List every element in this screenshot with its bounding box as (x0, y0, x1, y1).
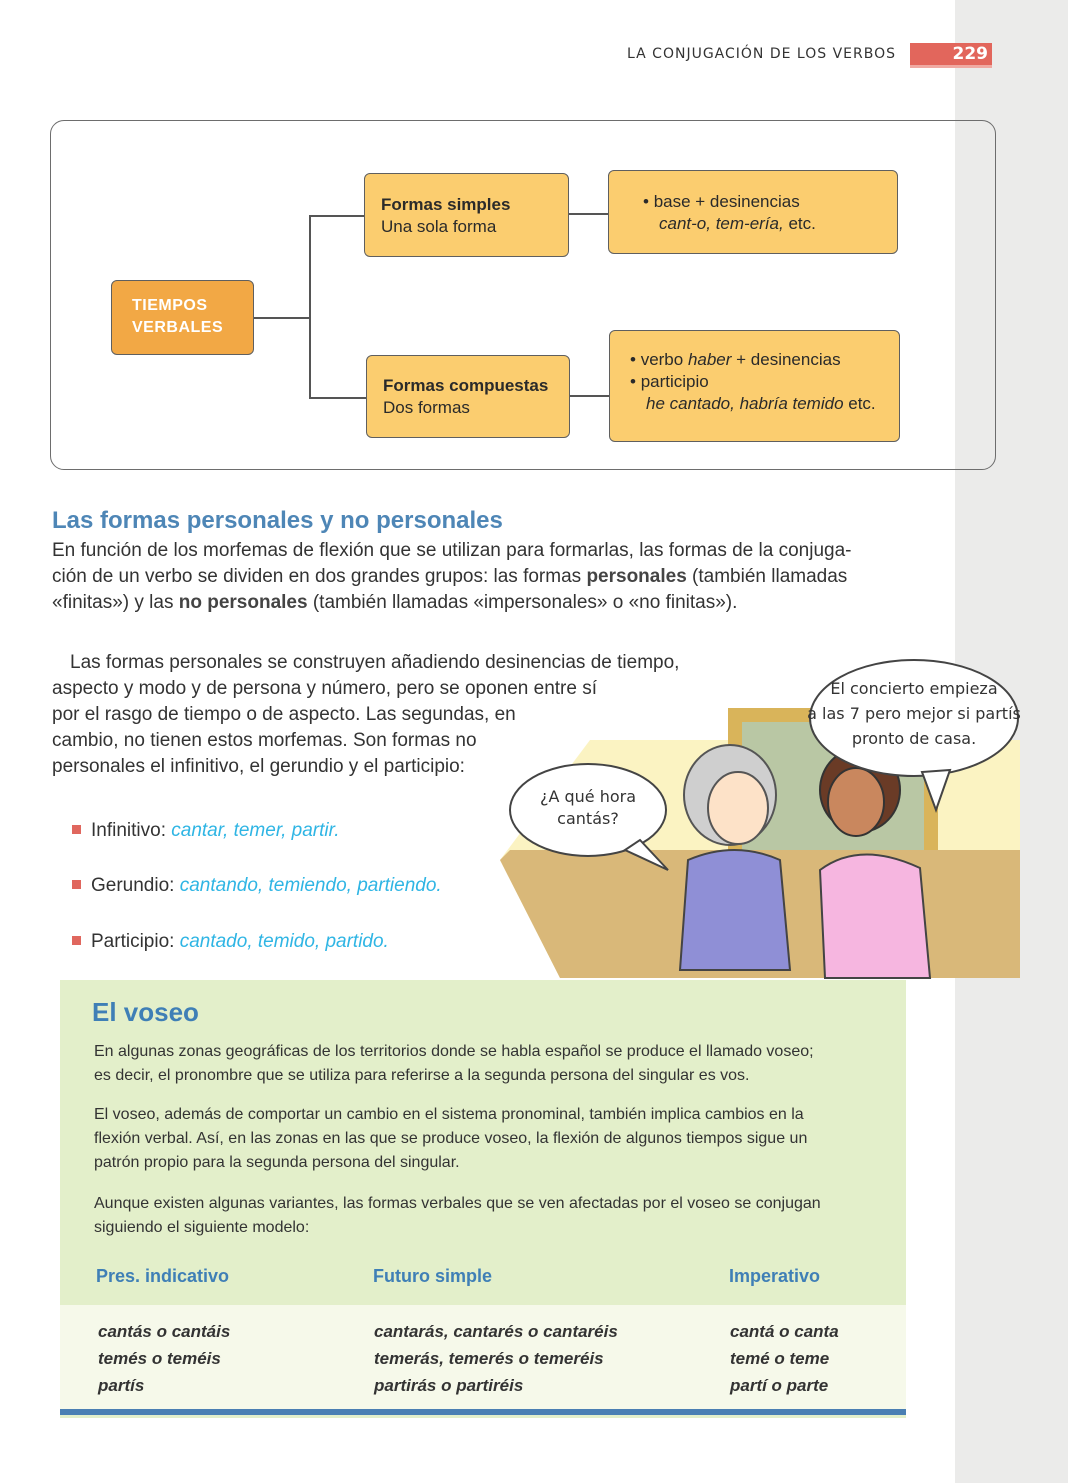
compound-detail-example: he cantado, habría temido (646, 394, 844, 413)
bubble-left-line-2: cantás? (557, 809, 619, 828)
compound-forms-title: Formas compuestas (383, 376, 549, 395)
bullet-label: Participio: (91, 931, 180, 952)
square-bullet-icon (72, 825, 81, 834)
bullet-dot: • (630, 372, 636, 391)
bubble-right-line-1: El concierto empieza (830, 679, 998, 698)
connector-root (254, 317, 310, 319)
para2-line: por el rasgo de tiempo o de aspecto. Las segundas, en (52, 704, 516, 725)
voseo-p2-line: El voseo, además de comportar un cambio en el sistema pronominal, también implica cambios en la (94, 1106, 804, 1123)
table-header-pres-indicativo: Pres. indicativo (96, 1266, 230, 1286)
square-bullet-icon (72, 936, 81, 945)
connector-compound-detail (570, 395, 610, 397)
square-bullet-icon (72, 880, 81, 889)
para2-line: cambio, no tienen estos morfemas. Son formas no (52, 730, 477, 751)
simple-forms-box (364, 173, 569, 257)
para2-line: aspecto y modo y de persona y número, pero se oponen entre sí (52, 678, 597, 699)
voseo-p2-line: patrón propio para la segunda persona del singular. (94, 1154, 460, 1171)
compound-detail-tail: etc. (843, 394, 876, 413)
table-cell: temé o teme (730, 1349, 830, 1368)
simple-forms-title: Formas simples (381, 195, 511, 214)
bullet-dot: • (630, 350, 636, 369)
simple-detail-tail: etc. (783, 214, 816, 233)
term-no-personales: no personales (178, 592, 308, 613)
intro-line-3b: (también llamadas «impersonales» o «no finitas»). (307, 592, 738, 613)
simple-forms-detail-box (608, 170, 898, 254)
cartoon-illustration (500, 679, 1021, 978)
section-heading: Las formas personales y no personales (52, 507, 503, 534)
connector-compound (309, 397, 367, 399)
table-header-imperativo: Imperativo (729, 1266, 821, 1286)
bullet-label: Infinitivo: (91, 820, 172, 841)
connector-vertical (309, 215, 311, 398)
connector-simple-detail (569, 213, 609, 215)
table-column-futuro-simple (374, 1318, 618, 1399)
voseo-p3-line: siguiendo el siguiente modelo: (94, 1219, 310, 1236)
page-number: 229 (910, 43, 992, 65)
compound-detail-post: + desinencias (731, 350, 841, 369)
table-cell: cantás o cantáis (98, 1322, 231, 1341)
table-header-futuro-simple: Futuro simple (373, 1266, 493, 1286)
compound-forms-subtitle: Dos formas (383, 398, 470, 417)
bullet-participio (72, 931, 389, 953)
voseo-p1-line: es decir, el pronombre que se utiliza para referirse a la segunda persona del singular es vos. (94, 1067, 750, 1084)
bullet-label: Gerundio: (91, 875, 180, 896)
table-bottom-rule (60, 1409, 906, 1415)
bullet-dot: • (643, 192, 649, 211)
intro-line-2b: (también llamadas (686, 566, 848, 587)
voseo-paragraph-3 (94, 1192, 884, 1240)
bullet-examples: cantar, temer, partir. (171, 820, 340, 841)
table-cell: temés o teméis (98, 1349, 221, 1368)
root-line-1: TIEMPOS (132, 297, 208, 314)
table-cell: cantá o canta (730, 1322, 839, 1341)
simple-forms-subtitle: Una sola forma (381, 217, 497, 236)
bubble-right-line-2: a las 7 pero mejor si partís (807, 704, 1021, 723)
intro-line-3a: «finitas») y las (52, 592, 179, 613)
connector-simple (309, 215, 365, 217)
grandmother-figure (680, 745, 790, 970)
root-line-2: VERBALES (132, 319, 224, 336)
page-number-underline (910, 65, 992, 68)
intro-line-1: En función de los morfemas de flexión que se utilizan para formarlas, las formas de la conjuga- (52, 540, 852, 561)
bubble-left-line-1: ¿A qué hora (539, 787, 637, 806)
bullet-examples: cantando, temiendo, partiendo. (179, 875, 442, 896)
voseo-p1-line: En algunas zonas geográficas de los territorios donde se habla español se produce el llamado voseo; (94, 1043, 814, 1060)
voseo-paragraph-1 (94, 1040, 884, 1088)
running-title: LA CONJUGACIÓN DE LOS VERBOS (627, 46, 896, 62)
bullet-examples: cantado, temido, partido. (179, 931, 389, 952)
table-column-imperativo (730, 1318, 839, 1399)
para2-line: Las formas personales se construyen añadiendo desinencias de tiempo, (70, 652, 680, 673)
compound-forms-detail-box (609, 330, 900, 442)
table-cell: cantarás, cantarés o cantaréis (374, 1322, 618, 1341)
table-cell: partirás o partiréis (374, 1376, 524, 1395)
intro-line-2a: ción de un verbo se dividen en dos grandes grupos: las formas (52, 566, 587, 587)
table-cell: partís (98, 1376, 145, 1395)
simple-detail-line1: base + desinencias (653, 192, 800, 211)
compound-detail-participio: participio (640, 372, 709, 391)
table-cell: temerás, temerés o temeréis (374, 1349, 604, 1368)
para2-line: personales el infinitivo, el gerundio y el participio: (52, 756, 465, 777)
tiempos-verbales-box (111, 280, 254, 355)
bubble-right-line-3: pronto de casa. (851, 729, 977, 748)
simple-detail-example: cant-o, tem-ería, (659, 214, 784, 233)
bullet-gerundio (72, 875, 442, 897)
compound-detail-haber: haber (687, 350, 732, 369)
intro-paragraph (52, 538, 912, 616)
voseo-p2-line: flexión verbal. Así, en las zonas en las que se produce voseo, la flexión de algunos tiempos sigue un (94, 1130, 808, 1147)
compound-detail-pre: verbo (640, 350, 688, 369)
voseo-paragraph-2 (94, 1103, 884, 1175)
voseo-p3-line: Aunque existen algunas variantes, las formas verbales que se ven afectadas por el voseo se conjugan (94, 1195, 821, 1212)
bullet-infinitivo (72, 820, 340, 842)
term-personales: personales (586, 566, 687, 587)
compound-forms-box (366, 355, 570, 438)
table-cell: partí o parte (730, 1376, 829, 1395)
table-column-pres-indicativo (98, 1318, 230, 1399)
voseo-title: El voseo (92, 997, 199, 1027)
